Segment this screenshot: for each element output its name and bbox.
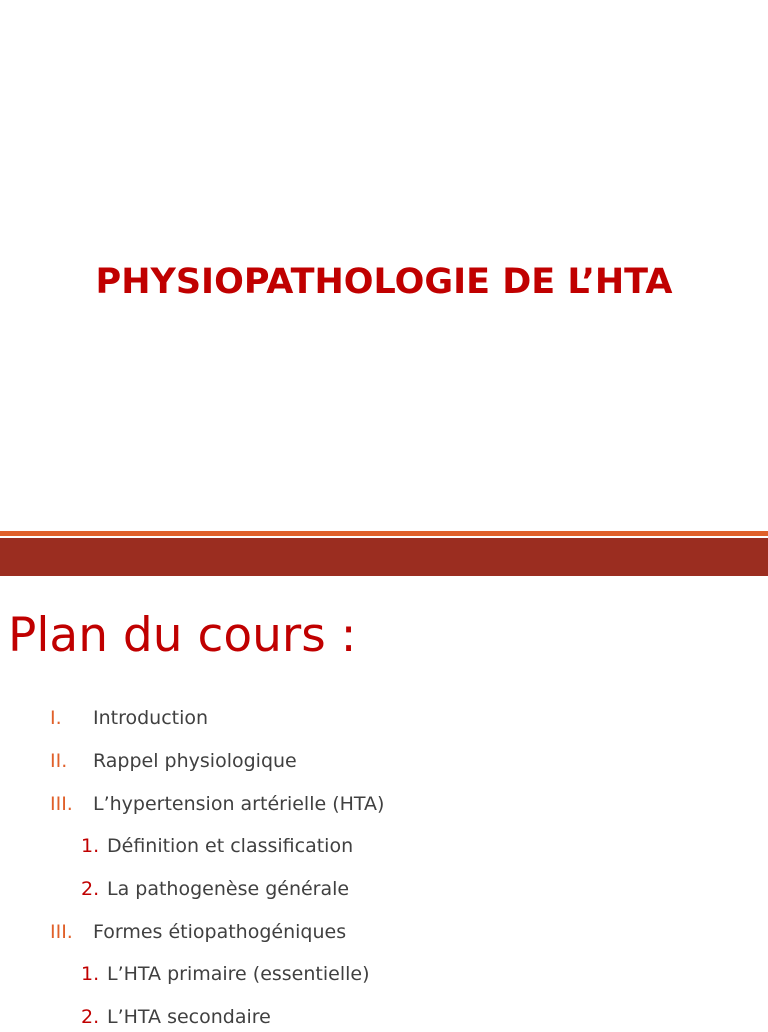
outline-subitem-text: La pathogenèse générale xyxy=(107,878,350,900)
outline-item-number: III. xyxy=(50,921,73,943)
outline-subitem-text: Définition et classification xyxy=(107,835,354,857)
outline-heading: Plan du cours : xyxy=(8,608,357,663)
outline-item-text: L’hypertension artérielle (HTA) xyxy=(93,793,385,815)
outline-subitem-text: L’HTA primaire (essentielle) xyxy=(107,963,370,985)
outline-item-text: Formes étiopathogéniques xyxy=(93,921,347,943)
outline-subitem-number: 1. xyxy=(81,963,100,985)
outline-subitem-number: 2. xyxy=(81,1006,100,1028)
outline-item-number: II. xyxy=(50,750,68,772)
outline-subitem-number: 2. xyxy=(81,878,100,900)
outline-item-number: III. xyxy=(50,793,73,815)
outline-item-number: I. xyxy=(50,707,62,729)
slide-divider-accent xyxy=(0,531,768,536)
slide-divider-band xyxy=(0,538,768,576)
outline-item-text: Introduction xyxy=(93,707,209,729)
outline-item-text: Rappel physiologique xyxy=(93,750,297,772)
presentation-title: PHYSIOPATHOLOGIE DE L’HTA xyxy=(95,262,673,302)
outline-subitem-number: 1. xyxy=(81,835,100,857)
outline-subitem-text: L’HTA secondaire xyxy=(107,1006,271,1028)
